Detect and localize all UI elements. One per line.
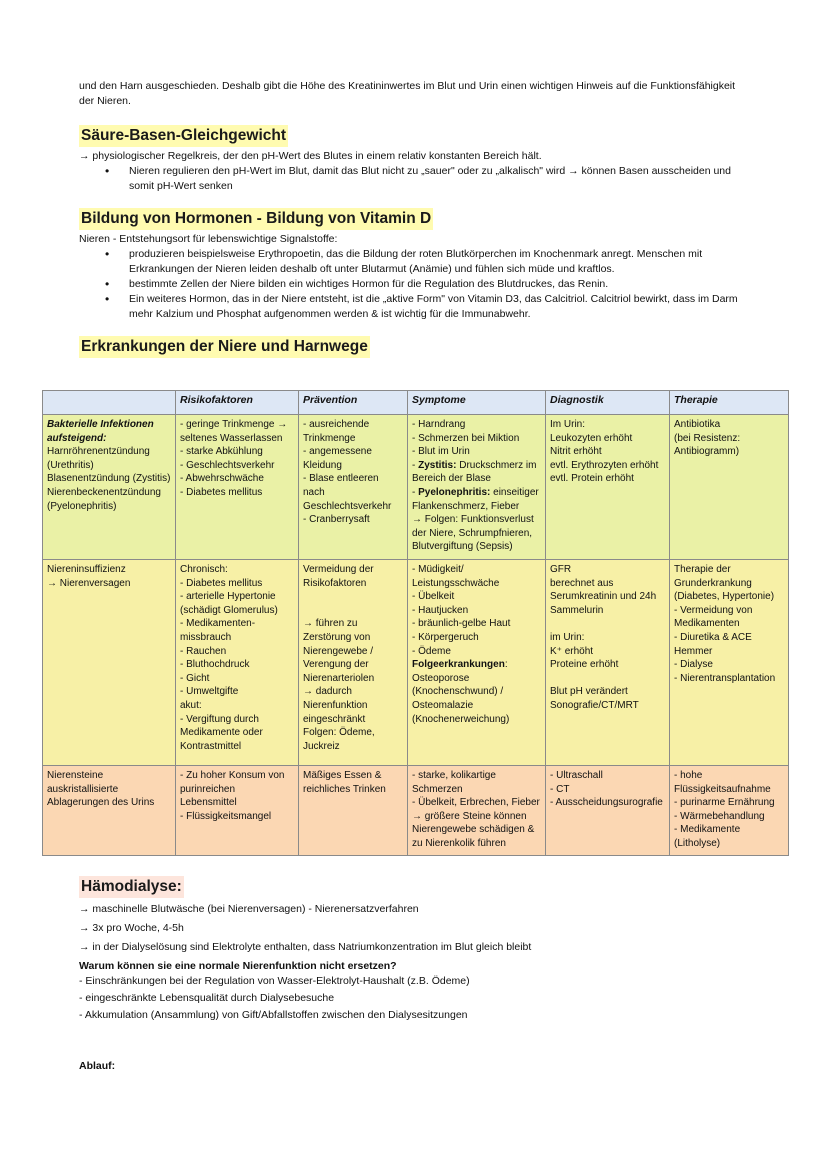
- table-cell: Mäßiges Essen & reichliches Trinken: [299, 766, 408, 856]
- table-header-row: [43, 391, 789, 415]
- dialysis-answer: - Einschränkungen bei der Regulation von Wasser-Elektrolyt-Haushalt (z.B. Ödeme): [79, 975, 470, 987]
- diseases-table-wrap: [42, 390, 788, 856]
- table-cell: Niereninsuffizienz → Nierenversagen: [43, 560, 176, 766]
- list-item: • produzieren beispielsweise Erythropoetin, das die Bildung der roten Blutkörperchen im Knochenmark anregt. Menschen mit Erkrankungen der Nieren leiden deshalb oft unter Blutarmut (Anämie) und fühlen sich müde und kraftlos.: [129, 247, 749, 277]
- dialysis-line: → in der Dialyselösung sind Elektrolyte enthalten, dass Natriumkonzentration im Blut gleich bleibt: [79, 941, 532, 953]
- table-cell: - Ultraschall - CT - Ausscheidungsurografie: [546, 766, 670, 856]
- column-header: Prävention: [299, 391, 408, 415]
- cell-label: Pyelonephritis:: [418, 486, 491, 498]
- column-header: Therapie: [670, 391, 789, 415]
- dialysis-answer: - Akkumulation (Ansammlung) von Gift/Abfallstoffen zwischen den Dialysesitzungen: [79, 1009, 468, 1021]
- hormones-list: [79, 247, 749, 322]
- column-header: Risikofaktoren: [176, 391, 299, 415]
- table-cell: GFR berechnet aus Serumkreatinin und 24h Sammelurin im Urin: K⁺ erhöht Proteine erhöht Blut pH verändert Sonografie/CT/MRT: [546, 560, 670, 766]
- cell-text: - Harndrang - Schmerzen bei Miktion - Blut im Urin -: [412, 419, 520, 471]
- diseases-heading: Erkrankungen der Niere und Harnwege: [79, 336, 370, 358]
- dialysis-section: [79, 876, 749, 1025]
- table-row: [43, 766, 789, 856]
- cell-label: Zystitis:: [418, 459, 457, 471]
- cell-text: : Osteoporose (Knochenschwund) / Osteomalazie (Knochenerweichung): [412, 659, 510, 725]
- table-cell: Therapie der Grunderkrankung (Diabetes, Hypertonie) - Vermeidung von Medikamenten - Diuretika & ACE Hemmer - Dialyse - Nierentransplantation: [670, 560, 789, 766]
- cell-label: Folgeerkrankungen: [412, 659, 505, 671]
- ablauf-label: Ablauf:: [79, 1060, 116, 1072]
- cell-text: - Müdigkeit/ Leistungsschwäche - Übelkeit - Hautjucken - bräunlich-gelbe Haut - Körpergeruch - Ödeme: [412, 564, 511, 657]
- list-item: • Ein weiteres Hormon, das in der Niere entsteht, ist die „aktive Form" von Vitamin D3, das Calcitriol. Calcitriol bewirkt, dass im Darm mehr Kalzium und Phosphat aufgenommen werden & ist wichtig für die Immunabwehr.: [129, 292, 749, 322]
- table-cell: [408, 560, 546, 766]
- acid-base-line: → physiologischer Regelkreis, der den pH-Wert des Blutes in einem relativ konstanten Bereich hält.: [79, 150, 542, 162]
- table-cell: - starke, kolikartige Schmerzen - Übelkeit, Erbrechen, Fieber → größere Steine können Nierengewebe schädigen & zu Nierenkolik führen: [408, 766, 546, 856]
- document-page: [79, 79, 749, 358]
- list-item: • Nieren regulieren den pH-Wert im Blut, damit das Blut nicht zu „sauer" oder zu „alkalisch" wird → können Basen ausscheiden und somit pH-Wert senken: [129, 164, 749, 194]
- acid-base-section: [79, 125, 749, 194]
- table-cell: - geringe Trinkmenge → seltenes Wasserlassen - starke Abkühlung - Geschlechtsverkehr - Abwehrschwäche - Diabetes mellitus: [176, 415, 299, 560]
- intro-paragraph: und den Harn ausgeschieden. Deshalb gibt die Höhe des Kreatininwertes im Blut und Urin einen wichtigen Hinweis auf die Funktionsfähigkeit der Nieren.: [79, 80, 736, 107]
- table-cell: - Zu hoher Konsum von purinreichen Lebensmittel - Flüssigkeitsmangel: [176, 766, 299, 856]
- table-cell: - hohe Flüssigkeitsaufnahme - purinarme Ernährung - Wärmebehandlung - Medikamente (Litholyse): [670, 766, 789, 856]
- cell-text: Harnröhrenentzündung (Urethritis) Blasenentzündung (Zystitis) Nierenbeckenentzündung (Pyelonephritis): [47, 446, 171, 512]
- dialysis-line: → maschinelle Blutwäsche (bei Nierenversagen) - Nierenersatzverfahren: [79, 903, 419, 915]
- table-cell: Nierensteine auskristallisierte Ablagerungen des Urins: [43, 766, 176, 856]
- disease-title: Bakterielle Infektionen aufsteigend:: [47, 419, 154, 444]
- table-row: [43, 415, 789, 560]
- column-header: [43, 391, 176, 415]
- column-header: Symptome: [408, 391, 546, 415]
- cell-text: Druckschmerz im Bereich der Blase -: [412, 459, 537, 498]
- hormones-section: [79, 208, 749, 322]
- table-cell: Chronisch: - Diabetes mellitus - arterielle Hypertonie (schädigt Glomerulus) - Medikamenten-missbrauch - Rauchen - Bluthochdruck - Gicht - Umweltgifte akut: - Vergiftung durch Medikamente oder Kontrastmittel: [176, 560, 299, 766]
- dialysis-question: Warum können sie eine normale Nierenfunktion nicht ersetzen?: [79, 960, 397, 972]
- cell-text: einseitiger Flankenschmerz, Fieber → Folgen: Funktionsverlust der Niere, Schrumpfnieren, Blutvergiftung (Sepsis): [412, 486, 539, 553]
- hormones-heading: Bildung von Hormonen - Bildung von Vitamin D: [79, 208, 433, 230]
- table-cell: Im Urin: Leukozyten erhöht Nitrit erhöht evtl. Erythrozyten erhöht evtl. Protein erhöht: [546, 415, 670, 560]
- dialysis-line: → 3x pro Woche, 4-5h: [79, 922, 184, 934]
- list-item: • bestimmte Zellen der Niere bilden ein wichtiges Hormon für die Regulation des Blutdruckes, das Renin.: [129, 277, 749, 292]
- hormones-line: Nieren - Entstehungsort für lebenswichtige Signalstoffe:: [79, 233, 338, 245]
- column-header: Diagnostik: [546, 391, 670, 415]
- dialysis-answer: - eingeschränkte Lebensqualität durch Dialysebesuche: [79, 992, 335, 1004]
- diseases-table: [42, 390, 789, 856]
- table-cell: Antibiotika (bei Resistenz: Antibiogramm): [670, 415, 789, 560]
- acid-base-list: [79, 164, 749, 194]
- table-row: [43, 560, 789, 766]
- table-cell: Vermeidung der Risikofaktoren → führen zu Zerstörung von Nierengewebe / Verengung der Nierenarteriolen → dadurch Nierenfunktion eingeschränkt Folgen: Ödeme, Juckreiz: [299, 560, 408, 766]
- acid-base-heading: Säure-Basen-Gleichgewicht: [79, 125, 288, 147]
- dialysis-heading: Hämodialyse:: [79, 876, 184, 898]
- table-cell: [43, 415, 176, 560]
- table-cell: - ausreichende Trinkmenge - angemessene Kleidung - Blase entleeren nach Geschlechtsverkehr - Cranberrysaft: [299, 415, 408, 560]
- table-cell: [408, 415, 546, 560]
